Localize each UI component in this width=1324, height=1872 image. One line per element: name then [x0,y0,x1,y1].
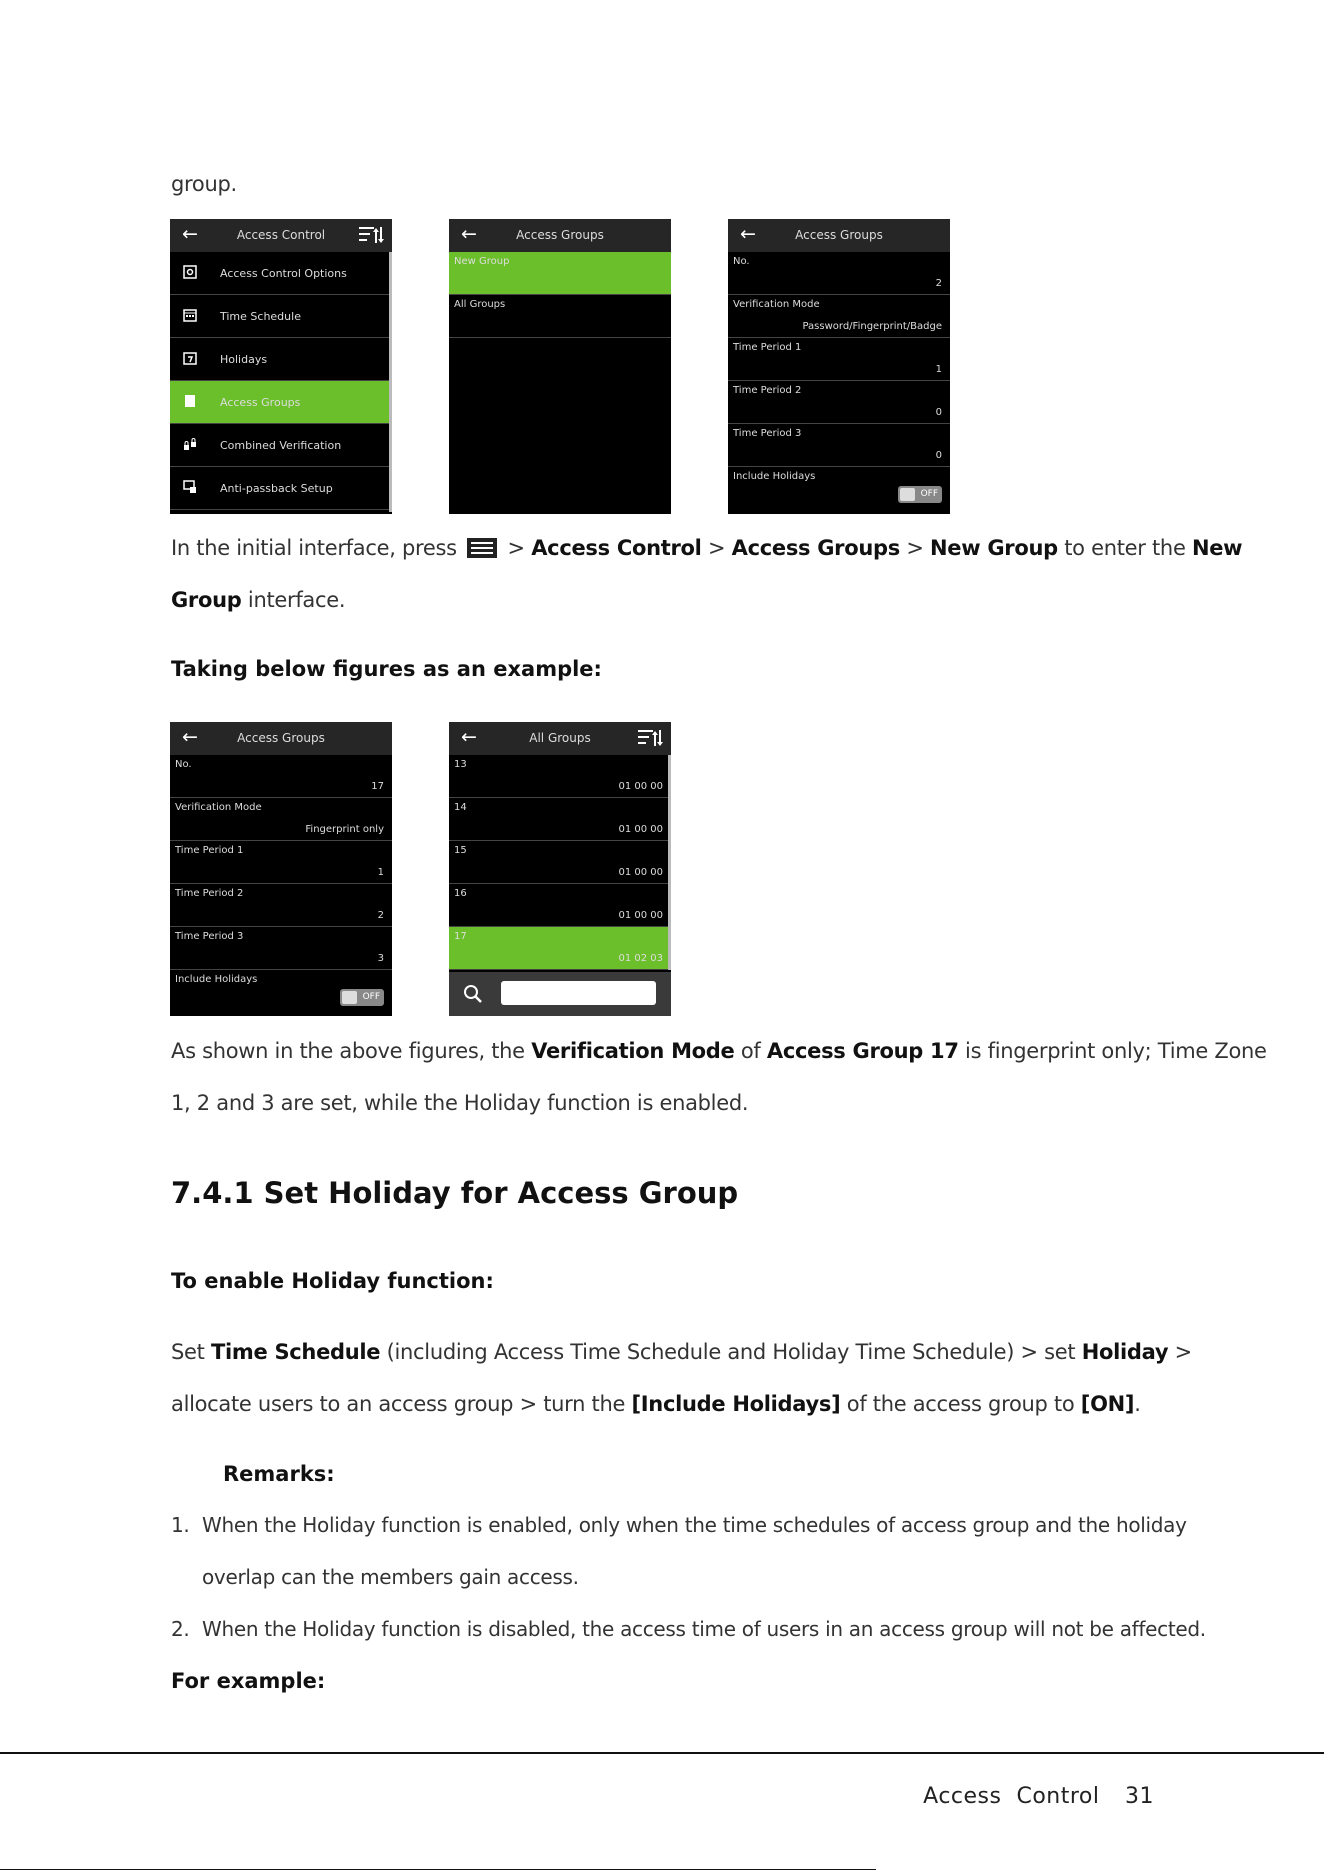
field-label: Time Period 2 [733,385,802,396]
group-time-zones: 01 00 00 [618,910,663,921]
enable-heading: To enable Holiday function: [171,1269,494,1293]
text: As shown in the above figures, the [171,1039,525,1063]
bold-text: Access Group 17 [766,1039,959,1063]
search-icon[interactable] [463,984,483,1004]
page-footer [923,1784,1154,1809]
remark-1-line1 [171,1513,1187,1537]
text: Set [171,1340,205,1364]
field-include-holidays[interactable] [170,970,392,1012]
menu-item-time-schedule[interactable] [170,295,392,338]
field-time-period-1[interactable] [728,338,950,381]
back-arrow-icon[interactable]: ← [182,223,198,245]
field-value: 2 [377,910,384,921]
list-number: 1. [171,1513,190,1537]
group-row-14[interactable] [449,798,671,841]
title-bar [449,219,671,252]
list-number: 2. [171,1617,190,1641]
field-time-period-1[interactable] [170,841,392,884]
text: allocate users to an access group > turn the [171,1392,626,1416]
screen-title: Access Control [236,228,326,242]
group-number: 16 [454,888,467,899]
group-time-zones: 01 00 00 [618,867,663,878]
group-row-16[interactable] [449,884,671,927]
text: > [906,536,924,560]
scrollbar[interactable] [389,252,392,512]
nav-instruction-line1 [171,536,1242,560]
footer-section: Access Control [923,1784,1100,1809]
toggle-knob [900,488,915,501]
scrollbar[interactable] [668,755,671,970]
holiday-calendar-icon [183,351,197,365]
menu-item-combined-verification[interactable] [170,424,392,467]
field-include-holidays[interactable] [728,467,950,509]
field-verification-mode[interactable] [170,798,392,841]
field-label: Time Period 2 [175,888,244,899]
menu-item-label: Access Groups [220,396,301,409]
group-time-zones: 01 00 00 [618,781,663,792]
include-holidays-toggle[interactable] [898,486,942,503]
title-bar [449,722,671,755]
text: When the Holiday function is disabled, the access time of users in an access group will not be affected. [202,1617,1206,1641]
field-value: 2 [935,278,942,289]
group-time-zones: 01 02 03 [618,953,663,964]
back-arrow-icon[interactable]: ← [182,726,198,748]
group-number: 14 [454,802,467,813]
field-time-period-2[interactable] [170,884,392,927]
title-bar [728,219,950,252]
toggle-knob [342,991,357,1004]
menu-item-access-control-options[interactable] [170,252,392,295]
menu-item-label: Time Schedule [220,310,301,323]
document-icon [183,394,197,408]
field-label: Verification Mode [733,299,820,310]
menu-item-all-groups[interactable] [449,295,671,338]
bold-text: Time Schedule [210,1340,381,1364]
title-bar [170,219,392,252]
menu-item-label: Combined Verification [220,439,342,452]
footer-divider [0,1752,1324,1754]
remarks-heading: Remarks: [223,1462,335,1486]
text: interface. [247,588,346,612]
text: of the access group to [846,1392,1075,1416]
back-arrow-icon[interactable]: ← [461,223,477,245]
for-example-heading: For example: [171,1669,326,1693]
intro-text: group. [171,172,237,196]
field-label: Time Period 1 [175,845,244,856]
page-number: 31 [1125,1784,1154,1809]
enable-steps-line2 [171,1392,1141,1416]
enable-steps-line1 [171,1340,1192,1364]
group-time-zones: 01 00 00 [618,824,663,835]
settings-square-icon [183,265,197,279]
bottom-divider [0,1869,876,1870]
field-no[interactable] [728,252,950,295]
group-row-13[interactable] [449,755,671,798]
field-time-period-2[interactable] [728,381,950,424]
example-heading: Taking below figures as an example: [171,657,602,681]
text: of [740,1039,761,1063]
title-bar [170,722,392,755]
group-number: 17 [454,931,467,942]
example-description-line1 [171,1039,1267,1063]
screenshot-access-group-form-2 [728,219,950,514]
field-value: 1 [377,867,384,878]
bold-text: Access Groups [731,536,900,560]
field-value: 3 [377,953,384,964]
menu-icon [467,538,497,558]
anti-passback-icon [183,480,197,494]
screen-title: Access Groups [237,731,325,745]
bold-text: [ON] [1080,1392,1135,1416]
field-value: 0 [935,450,942,461]
back-arrow-icon[interactable]: ← [461,726,477,748]
screenshot-access-control-menu [170,219,392,514]
remark-2 [171,1617,1206,1641]
text: > [707,536,726,560]
field-verification-mode[interactable] [728,295,950,338]
sort-icon[interactable] [637,728,663,748]
field-label: Time Period 3 [175,931,244,942]
bold-text: Access Control [531,536,702,560]
bold-text: New Group [930,536,1058,560]
bold-text: New [1191,536,1243,560]
calendar-icon [183,308,197,322]
group-row-15[interactable] [449,841,671,884]
menu-item-access-groups[interactable] [170,381,392,424]
menu-item-label: All Groups [454,299,506,310]
group-row-17[interactable] [449,927,671,970]
screenshot-access-groups-menu [449,219,671,514]
bold-text: Group [171,588,242,612]
text: . [1134,1392,1141,1416]
menu-item-label: Access Control Options [220,267,347,280]
field-value: 0 [935,407,942,418]
include-holidays-toggle[interactable] [340,989,384,1006]
example-description-line2: 1, 2 and 3 are set, while the Holiday function is enabled. [171,1091,749,1115]
text: In the initial interface, press [171,536,457,560]
group-number: 13 [454,759,467,770]
menu-item-label: Anti-passback Setup [220,482,333,495]
field-value: Fingerprint only [305,824,384,835]
text: > [1174,1340,1192,1364]
search-input[interactable] [501,981,656,1005]
group-number: 15 [454,845,467,856]
nav-instruction-line2 [171,588,345,612]
field-label: No. [733,256,750,267]
screen-title: Access Groups [516,228,604,242]
text: (including Access Time Schedule and Holiday Time Schedule) > set [386,1340,1076,1364]
screen-title: All Groups [529,731,591,745]
text: > [507,536,525,560]
text: to enter the [1064,536,1186,560]
section-title: 7.4.1 Set Holiday for Access Group [171,1176,739,1210]
text: When the Holiday function is enabled, only when the time schedules of access group and the holiday [202,1513,1187,1537]
menu-item-new-group[interactable] [449,252,671,295]
field-time-period-3[interactable] [170,927,392,970]
back-arrow-icon[interactable]: ← [740,223,756,245]
field-label: Include Holidays [733,471,816,482]
field-label: Time Period 3 [733,428,802,439]
field-label: No. [175,759,192,770]
field-label: Time Period 1 [733,342,802,353]
menu-item-label: Holidays [220,353,268,366]
menu-item-anti-passback-setup[interactable] [170,467,392,510]
bold-text: [Include Holidays] [631,1392,841,1416]
field-time-period-3[interactable] [728,424,950,467]
sort-icon[interactable] [358,225,384,245]
field-value: 17 [371,781,384,792]
toggle-state: OFF [920,489,938,499]
text: is fingerprint only; Time Zone [965,1039,1267,1063]
search-bar [449,972,671,1016]
field-no[interactable] [170,755,392,798]
field-value: Password/Fingerprint/Badge [802,321,942,332]
toggle-state: OFF [362,992,380,1002]
screenshot-access-group-form-17 [170,722,392,1016]
bold-text: Verification Mode [531,1039,735,1063]
screenshot-all-groups-list [449,722,671,1016]
menu-item-holidays[interactable] [170,338,392,381]
lock-pair-icon [183,437,197,451]
remark-1-line2: overlap can the members gain access. [202,1565,579,1589]
field-label: Include Holidays [175,974,258,985]
menu-item-label: New Group [454,256,510,267]
field-value: 1 [935,364,942,375]
screen-title: Access Groups [795,228,883,242]
field-label: Verification Mode [175,802,262,813]
bold-text: Holiday [1081,1340,1169,1364]
